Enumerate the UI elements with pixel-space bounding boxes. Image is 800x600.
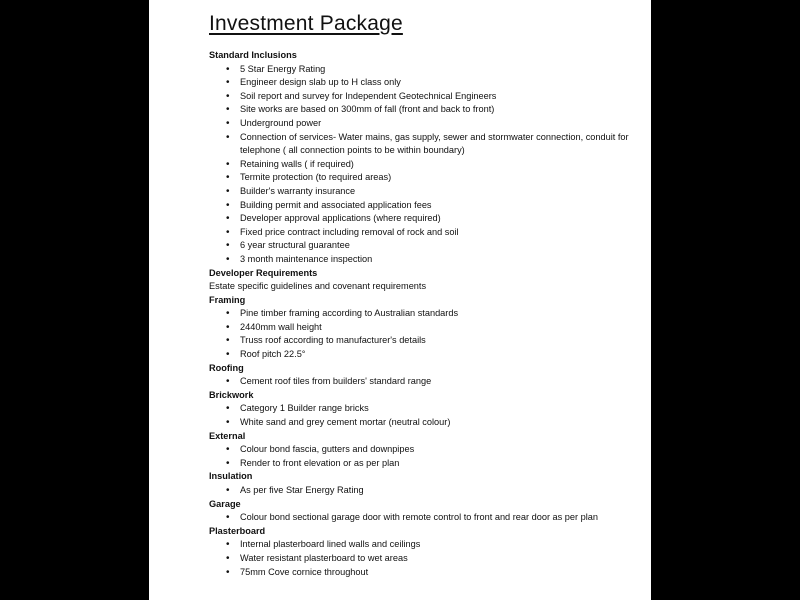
list-item: • Termite protection (to required areas) [209, 171, 639, 185]
list-item: • Category 1 Builder range bricks [209, 402, 639, 416]
bullet-list [209, 307, 639, 361]
list-item: • Roof pitch 22.5° [209, 348, 639, 362]
list-item: • White sand and grey cement mortar (neutral colour) [209, 416, 639, 430]
section-heading: Standard Inclusions [209, 50, 297, 60]
list-item: • Colour bond sectional garage door with remote control to front and rear door as per plan [209, 511, 639, 525]
list-item: • 6 year structural guarantee [209, 239, 639, 253]
list-item: • Truss roof according to manufacturer's details [209, 334, 639, 348]
document-title: Investment Package [209, 12, 403, 35]
section-roofing [209, 362, 639, 389]
list-item: • Soil report and survey for Independent Geotechnical Engineers [209, 90, 639, 104]
bullet-list [209, 443, 639, 470]
bullet-list [209, 402, 639, 429]
section-brickwork [209, 389, 639, 430]
list-item: • Connection of services- Water mains, gas supply, sewer and stormwater connection, conduit for telephone ( all connection points to be within boundary) [209, 131, 639, 158]
section-external [209, 430, 639, 471]
list-item: • Render to front elevation or as per plan [209, 457, 639, 471]
section-garage [209, 498, 639, 525]
section-standard-inclusions [209, 49, 639, 267]
section-heading: Plasterboard [209, 525, 266, 536]
section-plasterboard [209, 525, 639, 579]
list-item: • Cement roof tiles from builders' standard range [209, 375, 639, 389]
list-item: • Colour bond fascia, gutters and downpipes [209, 443, 639, 457]
list-item: • Underground power [209, 117, 639, 131]
list-item: • Internal plasterboard lined walls and ceilings [209, 538, 639, 552]
section-framing [209, 294, 639, 362]
bullet-list [209, 63, 639, 267]
bullet-list [209, 538, 639, 579]
list-item: • Engineer design slab up to H class only [209, 76, 639, 90]
document-page [149, 0, 651, 600]
section-insulation [209, 470, 639, 497]
list-item: • Developer approval applications (where required) [209, 212, 639, 226]
list-item: • Pine timber framing according to Australian standards [209, 307, 639, 321]
list-item: • 75mm Cove cornice throughout [209, 566, 639, 580]
section-heading: Developer Requirements [209, 267, 318, 278]
bullet-list [209, 511, 639, 525]
section-heading: Insulation [209, 471, 253, 482]
bullet-list [209, 484, 639, 498]
list-item: • As per five Star Energy Rating [209, 484, 639, 498]
list-item: • Retaining walls ( if required) [209, 158, 639, 172]
list-item: • 3 month maintenance inspection [209, 253, 639, 267]
section-heading: External [209, 430, 246, 441]
list-item: • Fixed price contract including removal of rock and soil [209, 226, 639, 240]
section-text: Estate specific guidelines and covenant requirements [209, 281, 427, 292]
list-item: • 5 Star Energy Rating [209, 63, 639, 77]
list-item: • Site works are based on 300mm of fall (front and back to front) [209, 103, 639, 117]
section-heading: Roofing [209, 362, 244, 373]
bullet-list [209, 375, 639, 389]
list-item: • Building permit and associated application fees [209, 199, 639, 213]
list-item: • Builder's warranty insurance [209, 185, 639, 199]
list-item: • 2440mm wall height [209, 321, 639, 335]
list-item: • Water resistant plasterboard to wet areas [209, 552, 639, 566]
section-heading: Framing [209, 294, 246, 305]
section-developer-requirements [209, 267, 639, 294]
section-heading: Brickwork [209, 389, 254, 400]
document-content [209, 49, 639, 579]
section-heading: Garage [209, 498, 241, 509]
